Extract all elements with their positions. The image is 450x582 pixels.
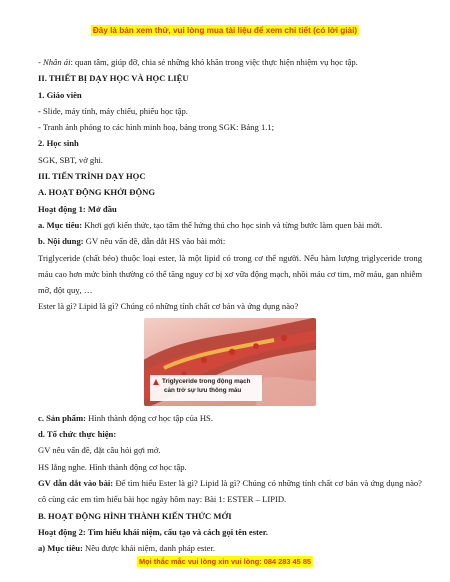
teacher-line-1-dash: -: [38, 105, 44, 116]
activity1-heading: Hoạt động 1: Mở đầu: [38, 203, 117, 214]
document-body: [38, 54, 422, 556]
teacher-line-1: [38, 103, 422, 119]
artery-illustration: [144, 318, 316, 406]
section3-heading: III. TIẾN TRÌNH DẠY HỌC: [38, 171, 146, 182]
contact-banner-text: Mọi thắc mắc vui lòng xin vui lòng: 084 283 45 85: [138, 557, 312, 566]
preview-banner: [0, 26, 450, 35]
content-paragraph: [38, 233, 422, 249]
student-heading: 2. Học sinh: [38, 138, 79, 149]
lead-text: Để tìm hiểu Ester là gì? Lipid là gì? Chúng có những tính chất cơ bản và ứng dụng nào? cô cùng các em tìm hiểu bài học ngày hôm nay: Bài 1: ESTER – LIPID.: [38, 477, 422, 505]
content-label: b. Nội dung:: [38, 236, 84, 247]
section2-heading: II. THIẾT BỊ DẠY HỌC VÀ HỌC LIỆU: [38, 73, 189, 84]
organization-label: d. Tổ chức thực hiện:: [38, 429, 117, 440]
warning-triangle-icon: [153, 379, 159, 385]
product-text: Hình thành động cơ học tập của HS.: [86, 412, 213, 423]
goal2-text: Nêu được khái niệm, danh pháp ester.: [82, 543, 215, 554]
goal-text: Khơi gợi kiến thức, tạo tâm thế hứng thú cho học sinh và từng bước làm quen bài mới.: [82, 219, 383, 230]
intro-line: [38, 54, 422, 70]
figure-caption-line-2: cản trở sự lưu thông máu: [164, 386, 242, 394]
goal-paragraph: [38, 217, 422, 233]
activity2-heading: Hoạt động 2: Tìm hiểu khái niệm, cấu tạo và cách gọi tên ester.: [38, 526, 268, 537]
product-line: [38, 410, 422, 426]
goal2-label: a) Mục tiêu:: [38, 543, 83, 554]
student-line: SGK, SBT, vở ghi.: [38, 154, 104, 165]
figure-caption-line-1: Triglyceride trong động mạch: [162, 377, 251, 385]
organization-line-1: GV nêu vấn đề, đặt câu hỏi gợi mở.: [38, 445, 161, 456]
goal2-line: [38, 540, 422, 556]
teacher-line-2: - Tranh ảnh phóng to các hình minh hoạ, bảng trong SGK: Bảng 1.1;: [38, 122, 275, 133]
intro-text: : quan tâm, giúp đỡ, chia sẻ những khó khăn trong việc thực hiện nhiệm vụ học tập.: [70, 57, 358, 67]
lead-paragraph: [38, 475, 422, 508]
organization-line-2: HS lắng nghe. Hình thành động cơ học tập.: [38, 461, 187, 472]
product-label: c. Sản phẩm:: [38, 412, 86, 423]
part-b-heading: B. HOẠT ĐỘNG HÌNH THÀNH KIẾN THỨC MỚI: [38, 510, 232, 521]
question-paragraph: Ester là gì? Lipid là gì? Chúng có những tính chất cơ bản và ứng dụng nào?: [38, 301, 299, 312]
part-a-heading: A. HOẠT ĐỘNG KHỞI ĐỘNG: [38, 187, 156, 198]
intro-label: - Nhân ái: [38, 57, 71, 67]
preview-banner-text: Đây là bản xem thử, vui lòng mua tài liệu để xem chi tiết (có lời giải): [92, 26, 358, 35]
figure-caption: [150, 375, 262, 401]
triglyceride-paragraph: Triglyceride (chất béo) thuộc loại ester, là một lipid có trong cơ thể người. Nếu hàm lượng triglyceride trong máu cao hơn mức bình thường có thể tăng nguy cơ bị xơ vữa động mạch, nhồi máu cơ tim, mỡ máu, gan nhiễm mỡ, đột quỵ, …: [38, 252, 422, 296]
goal-label: a. Mục tiêu:: [38, 219, 83, 230]
teacher-line-1-text: Slide, máy tính, máy chiếu, phiếu học tập.: [43, 105, 188, 116]
lead-label: GV dẫn dắt vào bài:: [38, 477, 114, 488]
content-text: GV nêu vấn đề, dẫn dắt HS vào bài mới:: [83, 236, 226, 247]
contact-banner: [0, 557, 450, 566]
teacher-heading: 1. Giáo viên: [38, 89, 82, 100]
